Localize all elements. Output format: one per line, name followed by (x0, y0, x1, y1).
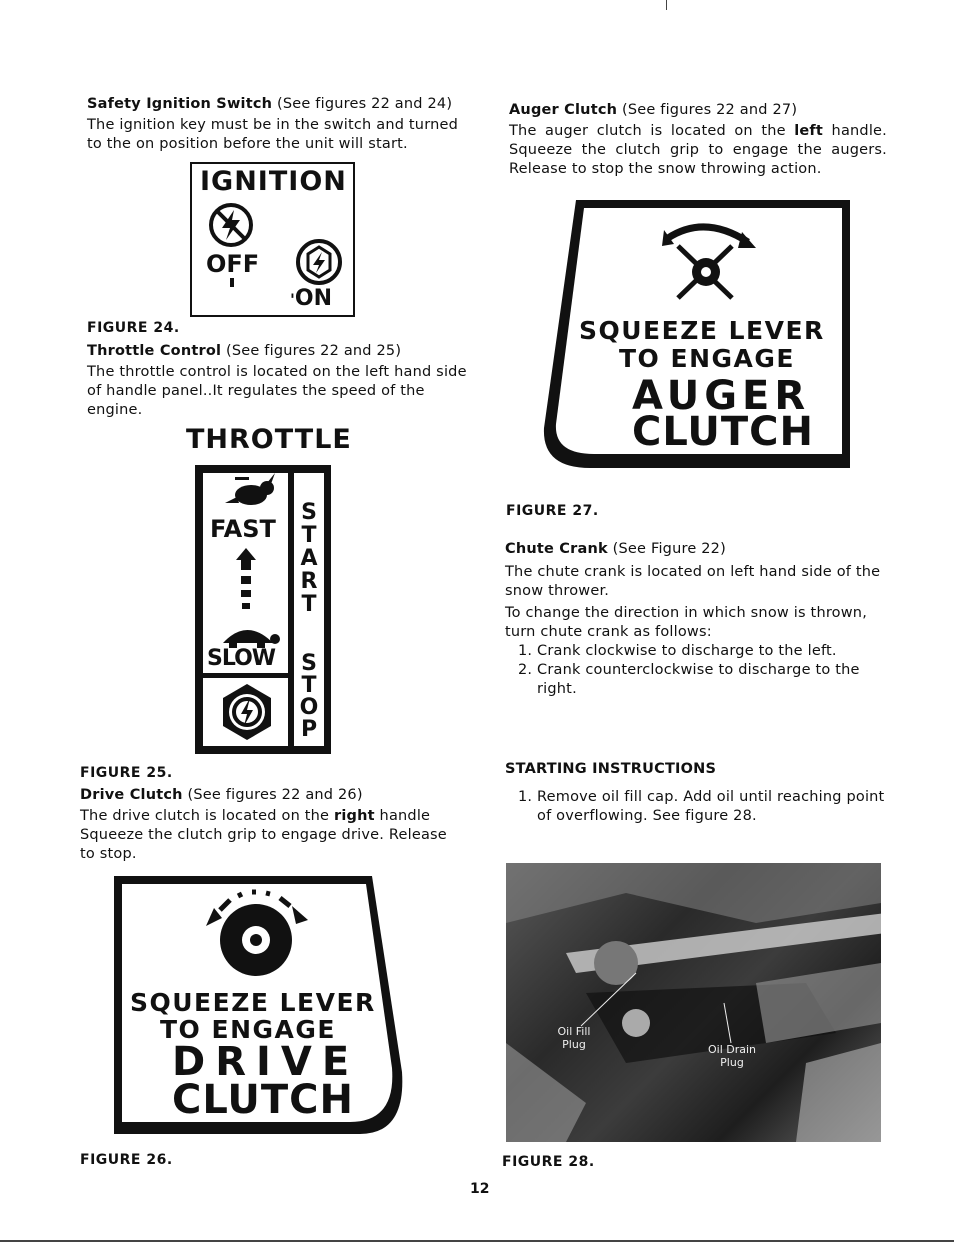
stop-letter: T (301, 673, 317, 698)
stop-letter: O (299, 695, 319, 720)
throttle-decal (195, 465, 331, 754)
start-letter: T (301, 592, 317, 617)
engine-off-icon (208, 202, 254, 248)
auger-ref: (See figures 22 and 27) (617, 102, 798, 118)
safety-body: The ignition key must be in the switch and turned to the on position before the unit will start. (87, 117, 459, 152)
ignition-title: IGNITION (200, 166, 347, 197)
starting-heading: STARTING INSTRUCTIONS (505, 761, 717, 777)
stop-letters (294, 651, 324, 741)
figure-25-caption: FIGURE 25. (80, 765, 173, 781)
engine-photo-shapes (506, 863, 881, 1142)
auger-decal-line2: TO ENGAGE (619, 344, 795, 373)
drive-heading: Drive Clutch (80, 787, 183, 803)
rabbit-icon (223, 473, 277, 509)
auger-body-bold: left (794, 123, 824, 139)
throttle-title: THROTTLE (186, 424, 352, 455)
chute-ref: (See Figure 22) (607, 541, 726, 557)
throttle-body: The throttle control is located on the left hand side of handle panel..It regulates the speed of the engine. (87, 364, 467, 418)
chute-steps (505, 642, 885, 699)
page-number: 12 (470, 1181, 490, 1197)
oil-drain-label: Oil Drain Plug (707, 1043, 757, 1069)
auger-section (509, 101, 887, 179)
auger-decal-line1: SQUEEZE LEVER (579, 316, 825, 345)
safety-ignition-section (87, 95, 467, 154)
throttle-speed-panel (203, 473, 288, 673)
ignition-on-label: 'ON (290, 286, 333, 311)
drive-body-bold: right (333, 808, 375, 824)
throttle-section (87, 342, 467, 420)
auger-heading: Auger Clutch (509, 102, 618, 118)
start-letter: A (300, 546, 318, 571)
chute-step: 1. Crank clockwise to discharge to the left. (537, 642, 885, 661)
stop-column (294, 651, 324, 746)
engine-stop-icon (217, 682, 277, 742)
figure-24-caption: FIGURE 24. (87, 320, 180, 336)
drive-body-pre: The drive clutch is located on the (80, 808, 334, 824)
scan-edge-line (0, 1240, 954, 1242)
throttle-stop-panel (203, 678, 288, 746)
auger-lever-icon (660, 218, 760, 308)
drive-section (80, 786, 462, 864)
off-tick (230, 278, 234, 287)
chute-section (505, 540, 885, 699)
drive-decal-line2: TO ENGAGE (160, 1015, 336, 1044)
ignition-off-label: OFF (206, 250, 260, 278)
oil-fill-label: Oil Fill Plug (557, 1025, 591, 1051)
auger-decal-big2: CLUTCH (632, 409, 815, 455)
drive-ref: (See figures 22 and 26) (182, 787, 363, 803)
chute-heading: Chute Crank (505, 541, 608, 557)
starting-section (505, 788, 885, 826)
ignition-on-text: ON (294, 286, 333, 311)
safety-ref: (See figures 22 and 24) (272, 96, 453, 112)
engine-photo (506, 863, 881, 1142)
stop-letter: P (300, 717, 318, 742)
drive-decal-line1: SQUEEZE LEVER (130, 988, 376, 1017)
drive-decal-big1: DRIVE (172, 1039, 360, 1085)
start-letters (294, 473, 324, 616)
drive-body-post: handle Squeeze the clutch grip to engage drive. Release to stop. (80, 808, 447, 862)
chute-step: 2. Crank counterclockwise to discharge to the right. (537, 661, 885, 699)
safety-heading: Safety Ignition Switch (87, 96, 273, 112)
start-letter: S (301, 500, 317, 525)
auger-body-post: handle. Squeeze the clutch grip to engage the augers. Release to stop the snow throwing action. (509, 123, 887, 177)
drive-lever-icon (200, 888, 315, 983)
turtle-icon (217, 617, 281, 649)
fast-label: FAST (210, 515, 276, 543)
drive-decal-big2: CLUTCH (172, 1077, 355, 1123)
drive-body (80, 807, 462, 864)
figure-26-caption: FIGURE 26. (80, 1152, 173, 1168)
up-arrow-icon (236, 548, 256, 618)
ignition-decal (190, 162, 355, 317)
slow-label: SLOW (207, 646, 276, 671)
engine-on-icon (295, 238, 343, 286)
chute-body1: The chute crank is located on left hand side of the snow thrower. (505, 564, 881, 599)
auger-body (509, 122, 887, 179)
starting-steps (505, 788, 885, 826)
stop-letter: S (301, 651, 317, 676)
figure-28-caption: FIGURE 28. (502, 1154, 595, 1170)
throttle-heading: Throttle Control (87, 343, 222, 359)
start-column (294, 473, 324, 659)
auger-body-pre: The auger clutch is located on the (509, 123, 795, 139)
start-letter: R (300, 569, 318, 594)
throttle-ref: (See figures 22 and 25) (221, 343, 402, 359)
starting-step: 1. Remove oil fill cap. Add oil until reaching point of overflowing. See figure 28. (537, 788, 885, 826)
auger-decal-big1: AUGER (632, 373, 811, 419)
figure-27-caption: FIGURE 27. (506, 503, 599, 519)
chute-body2: To change the direction in which snow is thrown, turn chute crank as follows: (505, 605, 868, 640)
scan-mark (666, 0, 667, 10)
start-letter: T (301, 523, 317, 548)
